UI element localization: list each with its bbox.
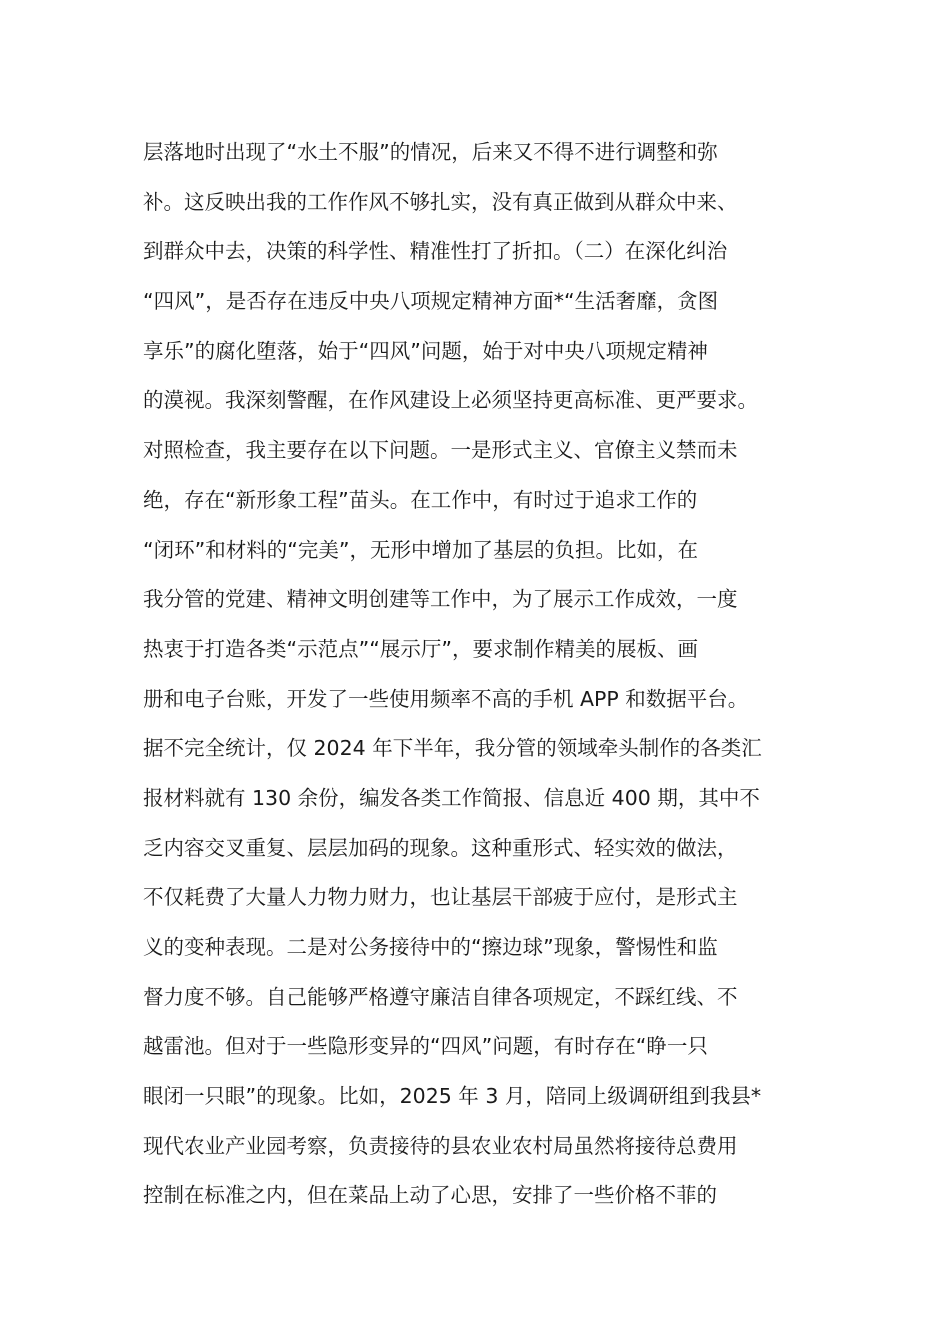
text-line: 享乐”的腐化堕落，始于“四风”问题，始于对中央八项规定精神 — [143, 338, 708, 363]
text-line: 我分管的党建、精神文明创建等工作中，为了展示工作成效，一度 — [143, 587, 738, 612]
text-line: 眼闭一只眼”的现象。比如，2025 年 3 月，陪同上级调研组到我县* — [143, 1084, 762, 1109]
text-line: 到群众中去，决策的科学性、精准性打了折扣。（二）在深化纠治 — [143, 239, 728, 264]
text-line: 对照检查，我主要存在以下问题。一是形式主义、官僚主义禁而未 — [143, 438, 738, 463]
text-line: 层落地时出现了“水土不服”的情况，后来又不得不进行调整和弥 — [143, 140, 718, 164]
text-line: 的漠视。我深刻警醒，在作风建设上必须坚持更高标准、更严要求。 — [143, 388, 758, 413]
text-line: 督力度不够。自己能够严格遵守廉洁自律各项规定，不踩红线、不 — [143, 984, 738, 1009]
text-line: 据不完全统计，仅 2024 年下半年，我分管的领域牵头制作的各类汇 — [143, 736, 762, 761]
text-line: 册和电子台账，开发了一些使用频率不高的手机 APP 和数据平台。 — [143, 686, 749, 711]
text-line: 绝，存在“新形象工程”苗头。在工作中，有时过于追求工作的 — [143, 487, 698, 512]
text-line: 越雷池。但对于一些隐形变异的“四风”问题，有时存在“睁一只 — [143, 1034, 708, 1059]
text-line: “闭环”和材料的“完美”，无形中增加了基层的负担。比如，在 — [143, 537, 698, 562]
text-line: 现代农业产业园考察，负责接待的县农业农村局虽然将接待总费用 — [143, 1133, 738, 1158]
text-line: 报材料就有 130 余份，编发各类工作简报、信息近 400 期，其中不 — [143, 785, 760, 810]
text-line: 不仅耗费了大量人力物力财力，也让基层干部疲于应付，是形式主 — [143, 885, 738, 910]
body-text — [143, 128, 843, 1221]
text-line: 控制在标准之内，但在菜品上动了心思，安排了一些价格不菲的 — [143, 1183, 717, 1208]
text-line: “四风”，是否存在违反中央八项规定精神方面*“生活奢靡，贪图 — [143, 289, 719, 314]
text-line: 义的变种表现。二是对公务接待中的“擦边球”现象，警惕性和监 — [143, 935, 718, 959]
text-line: 乏内容交叉重复、层层加码的现象。这种重形式、轻实效的做法， — [143, 835, 738, 860]
text-line: 补。这反映出我的工作作风不够扎实，没有真正做到从群众中来、 — [143, 189, 738, 214]
text-line: 热衷于打造各类“示范点”“展示厅”，要求制作精美的展板、画 — [143, 636, 698, 661]
